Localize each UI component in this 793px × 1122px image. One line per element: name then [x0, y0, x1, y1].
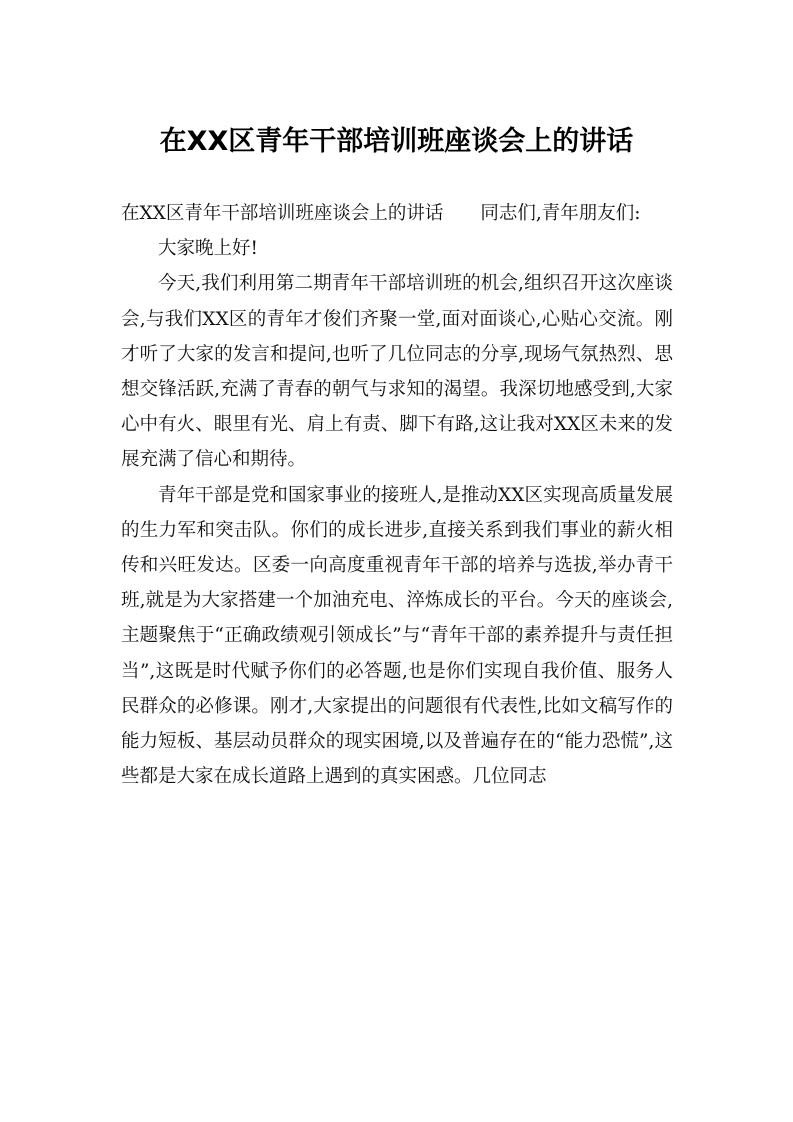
greeting-paragraph: 大家晚上好!: [158, 238, 258, 260]
document-body: [121, 196, 673, 794]
document-title: 在XX区青年干部培训班座谈会上的讲话: [159, 126, 634, 157]
body-paragraph: 今天,我们利用第二期青年干部培训班的机会,组织召开这次座谈会,与我们XX区的青年才俊们齐聚一堂,面对面谈心,心贴心交流。刚才听了大家的发言和提问,也听了几位同志的分享,现场气氛热烈、思想交锋活跃,充满了青春的朝气与求知的渴望。我深切地感受到,大家心中有火、眼里有光、肩上有责、脚下有路,这让我对XX区未来的发展充满了信心和期待。: [121, 273, 673, 471]
opening-line: 在XX区青年干部培训班座谈会上的讲话 同志们,青年朋友们:: [121, 203, 641, 224]
body-paragraph: 青年干部是党和国家事业的接班人,是推动XX区实现高质量发展的生力军和突击队。你们的成长进步,直接关系到我们事业的薪火相传和兴旺发达。区委一向高度重视青年干部的培养与选拔,举办青干班,就是为大家搭建一个加油充电、淬炼成长的平台。今天的座谈会,主题聚焦于“正确政绩观引领成长”与“青年干部的素养提升与责任担当”,这既是时代赋予你们的必答题,也是你们实现自我价值、服务人民群众的必修课。刚才,大家提出的问题很有代表性,比如文稿写作的能力短板、基层动员群众的现实困境,以及普遍存在的“能力恐慌”,这些都是大家在成长道路上遇到的真实困惑。几位同志: [121, 484, 673, 788]
